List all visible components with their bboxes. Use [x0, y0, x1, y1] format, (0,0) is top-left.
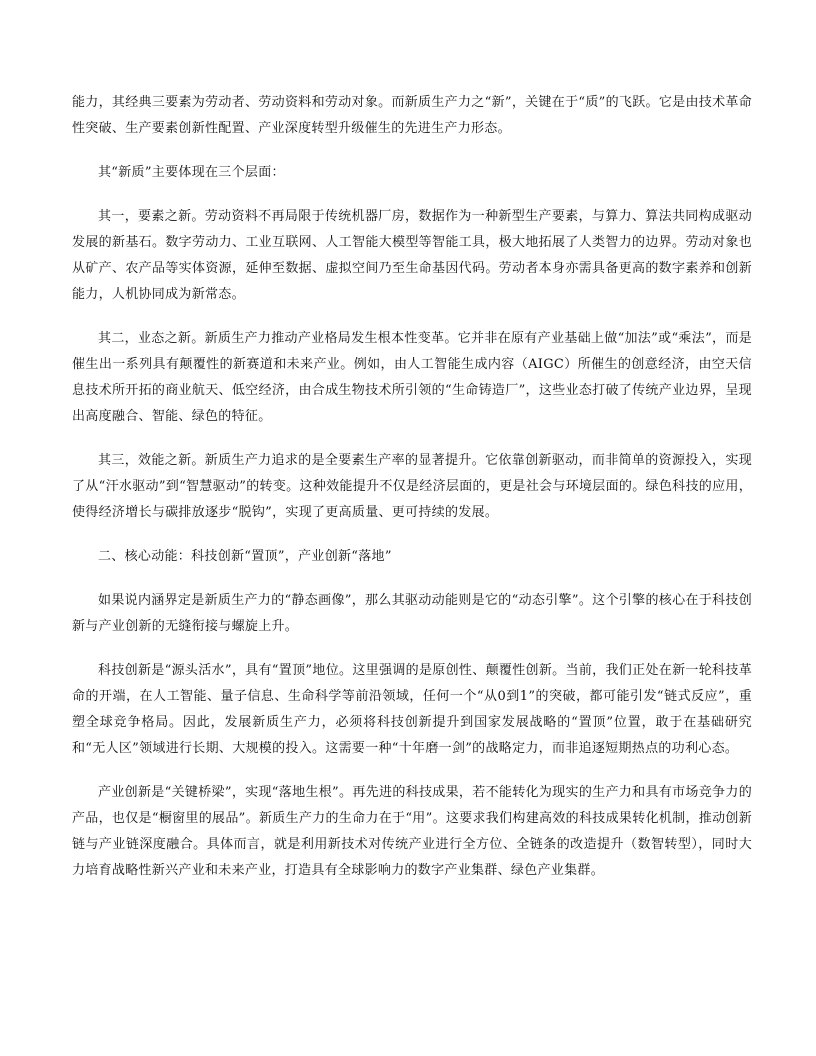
paragraph-tech-innovation: 科技创新是“源头活水”，具有“置顶”地位。这里强调的是原创性、颠覆性创新。当前，我们正处在新一轮科技革命的开端，在人工智能、量子信息、生命科学等前沿领域，任何一个“从0到1”的突破，都可能引发“链式反应”，重塑全球竞争格局。因此，发展新质生产力，必须将科技创新提升到国家发展战略的“置顶”位置，敢于在基础研究和“无人区”领域进行长期、大规模的投入。这需要一种“十年磨一剑”的战略定力，而非追逐短期热点的功利心态。	[72, 663, 752, 756]
paragraph-intro: 能力，其经典三要素为劳动者、劳动资料和劳动对象。而新质生产力之“新”，关键在于“质”的飞跃。它是由技术革命性突破、生产要素创新性配置、产业深度转型升级催生的先进生产力形态。	[72, 95, 752, 136]
paragraph-dynamic-engine: 如果说内涵界定是新质生产力的“静态画像”，那么其驱动动能则是它的“动态引擎”。这个引擎的核心在于科技创新与产业创新的无缝衔接与螺旋上升。	[72, 593, 752, 634]
paragraph-industrial-innovation: 产业创新是“关键桥梁”，实现“落地生根”。再先进的科技成果，若不能转化为现实的生产力和具有市场竞争力的产品，也仅是“橱窗里的展品”。新质生产力的生命力在于“用”。这要求我们构建高效的科技成果转化机制，推动创新链与产业链深度融合。具体而言，就是利用新技术对传统产业进行全方位、全链条的改造提升（数智转型），同时大力培育战略性新兴产业和未来产业，打造具有全球影响力的数字产业集群、绿色产业集群。	[72, 785, 752, 878]
section-heading-core-momentum: 二、核心动能：科技创新“置顶”，产业创新“落地”	[98, 549, 392, 564]
paragraph-three-levels: 其“新质”主要体现在三个层面：	[98, 165, 285, 180]
document-page	[72, 90, 752, 902]
paragraph-element-innovation: 其一，要素之新。劳动资料不再局限于传统机器厂房，数据作为一种新型生产要素，与算力、算法共同构成驱动发展的新基石。数字劳动力、工业互联网、人工智能大模型等智能工具，极大地拓展了人类智力的边界。劳动对象也从矿产、农产品等实体资源，延伸至数据、虚拟空间乃至生命基因代码。劳动者本身亦需具备更高的数字素养和创新能力，人机协同成为新常态。	[72, 209, 752, 302]
paragraph-industry-innovation: 其二，业态之新。新质生产力推动产业格局发生根本性变革。它并非在原有产业基础上做“加法”或“乘法”，而是催生出一系列具有颠覆性的新赛道和未来产业。例如，由人工智能生成内容（AIGC）所催生的创意经济，由空天信息技术所开拓的商业航天、低空经济，由合成生物技术所引领的“生命铸造厂”，这些业态打破了传统产业边界，呈现出高度融合、智能、绿色的特征。	[72, 331, 752, 424]
paragraph-efficiency-innovation: 其三，效能之新。新质生产力追求的是全要素生产率的显著提升。它依靠创新驱动，而非简单的资源投入，实现了从“汗水驱动”到“智慧驱动”的转变。这种效能提升不仅是经济层面的，更是社会与环境层面的。绿色科技的应用，使得经济增长与碳排放逐步“脱钩”，实现了更高质量、更可持续的发展。	[72, 453, 752, 520]
